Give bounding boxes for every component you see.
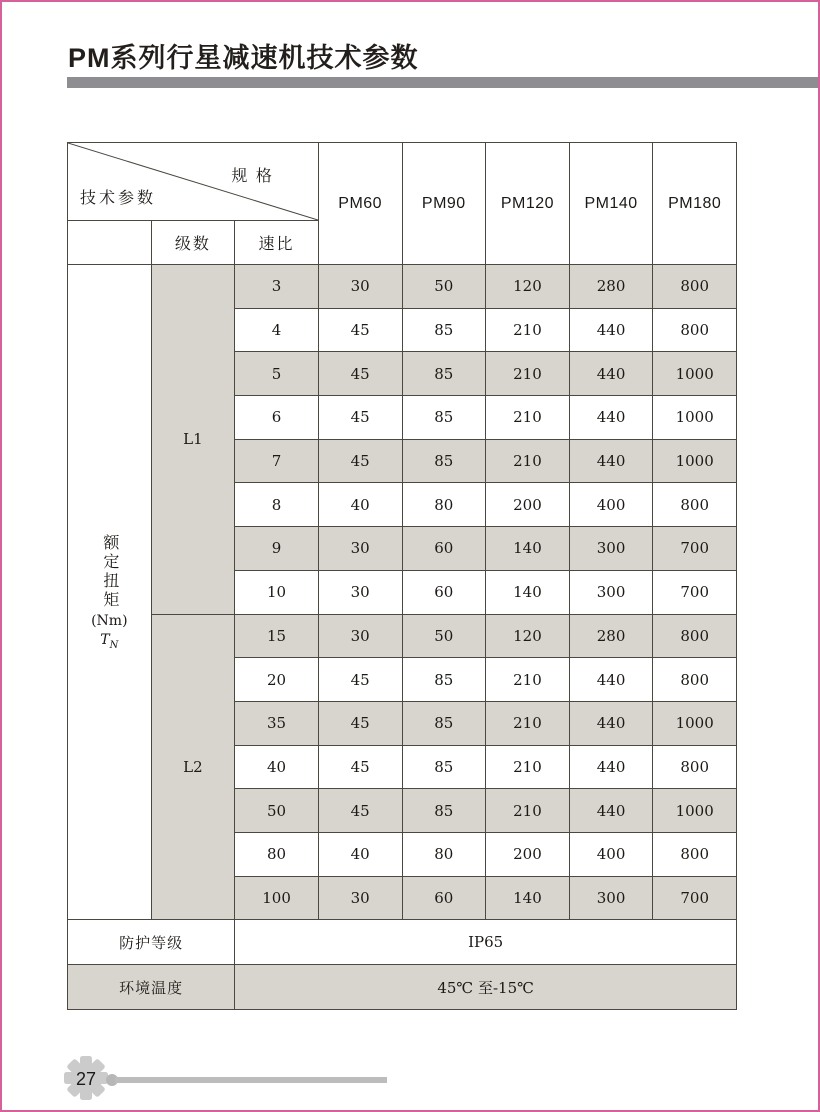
value-cell-pm180: 800 — [653, 614, 737, 658]
value-cell-pm120: 210 — [486, 396, 570, 440]
value-cell-pm90: 85 — [402, 352, 486, 396]
ratio-cell: 35 — [235, 701, 319, 745]
value-cell-pm140: 440 — [569, 658, 653, 702]
value-cell-pm120: 210 — [486, 789, 570, 833]
title-rule-bar — [67, 77, 818, 88]
ratio-cell: 3 — [235, 265, 319, 309]
value-cell-pm120: 120 — [486, 265, 570, 309]
value-cell-pm140: 440 — [569, 396, 653, 440]
value-cell-pm140: 400 — [569, 483, 653, 527]
value-cell-pm120: 210 — [486, 439, 570, 483]
value-cell-pm90: 60 — [402, 876, 486, 920]
value-cell-pm60: 45 — [318, 701, 402, 745]
stage-cell-l2: L2 — [151, 614, 235, 920]
ratio-cell: 5 — [235, 352, 319, 396]
value-cell-pm60: 45 — [318, 352, 402, 396]
value-cell-pm90: 85 — [402, 308, 486, 352]
footer-row-label: 环境温度 — [68, 965, 235, 1010]
value-cell-pm120: 210 — [486, 658, 570, 702]
table-row — [68, 265, 737, 309]
value-cell-pm140: 440 — [569, 745, 653, 789]
value-cell-pm120: 120 — [486, 614, 570, 658]
value-cell-pm60: 45 — [318, 396, 402, 440]
value-cell-pm180: 800 — [653, 308, 737, 352]
value-cell-pm60: 40 — [318, 483, 402, 527]
value-cell-pm90: 50 — [402, 265, 486, 309]
diagonal-corner-cell — [68, 143, 319, 221]
value-cell-pm140: 300 — [569, 876, 653, 920]
ratio-cell: 20 — [235, 658, 319, 702]
table-header-row — [68, 143, 737, 221]
value-cell-pm90: 85 — [402, 701, 486, 745]
value-cell-pm60: 45 — [318, 308, 402, 352]
value-cell-pm140: 300 — [569, 570, 653, 614]
footer-row-value: 45℃ 至-15℃ — [235, 965, 737, 1010]
ratio-cell: 100 — [235, 876, 319, 920]
value-cell-pm60: 45 — [318, 658, 402, 702]
subheader-ratio: 速比 — [235, 221, 319, 265]
value-cell-pm60: 30 — [318, 614, 402, 658]
value-cell-pm60: 45 — [318, 789, 402, 833]
value-cell-pm180: 700 — [653, 527, 737, 571]
col-header-pm60: PM60 — [318, 143, 402, 265]
value-cell-pm90: 85 — [402, 439, 486, 483]
ratio-cell: 4 — [235, 308, 319, 352]
spec-table — [67, 142, 737, 1010]
value-cell-pm90: 85 — [402, 396, 486, 440]
value-cell-pm120: 210 — [486, 352, 570, 396]
value-cell-pm90: 60 — [402, 570, 486, 614]
ratio-cell: 8 — [235, 483, 319, 527]
value-cell-pm140: 440 — [569, 352, 653, 396]
value-cell-pm180: 1000 — [653, 352, 737, 396]
value-cell-pm90: 85 — [402, 658, 486, 702]
value-cell-pm120: 210 — [486, 308, 570, 352]
page-number: 27 — [75, 1069, 97, 1089]
col-header-pm120: PM120 — [486, 143, 570, 265]
value-cell-pm180: 700 — [653, 876, 737, 920]
diagonal-line — [68, 143, 318, 220]
value-cell-pm140: 440 — [569, 701, 653, 745]
torque-label — [68, 534, 151, 651]
value-cell-pm140: 400 — [569, 832, 653, 876]
ratio-cell: 15 — [235, 614, 319, 658]
ratio-cell: 40 — [235, 745, 319, 789]
ratio-cell: 7 — [235, 439, 319, 483]
value-cell-pm120: 200 — [486, 832, 570, 876]
value-cell-pm140: 280 — [569, 265, 653, 309]
footer-row-value: IP65 — [235, 920, 737, 965]
table-row — [68, 920, 737, 965]
page-title: PM系列行星减速机技术参数 — [68, 43, 419, 73]
value-cell-pm120: 140 — [486, 527, 570, 571]
value-cell-pm90: 80 — [402, 832, 486, 876]
value-cell-pm90: 50 — [402, 614, 486, 658]
value-cell-pm90: 85 — [402, 789, 486, 833]
value-cell-pm180: 800 — [653, 745, 737, 789]
subheader-stage: 级数 — [151, 221, 235, 265]
ratio-cell: 6 — [235, 396, 319, 440]
value-cell-pm180: 800 — [653, 483, 737, 527]
value-cell-pm90: 85 — [402, 745, 486, 789]
value-cell-pm60: 30 — [318, 265, 402, 309]
col-header-pm180: PM180 — [653, 143, 737, 265]
value-cell-pm180: 800 — [653, 658, 737, 702]
value-cell-pm60: 30 — [318, 570, 402, 614]
row-group-label-rated-torque — [68, 265, 152, 920]
corner-label-spec: 规 格 — [231, 168, 274, 185]
col-header-pm90: PM90 — [402, 143, 486, 265]
table-row — [68, 965, 737, 1010]
footer-row-label: 防护等级 — [68, 920, 235, 965]
value-cell-pm140: 440 — [569, 789, 653, 833]
value-cell-pm60: 45 — [318, 745, 402, 789]
value-cell-pm120: 210 — [486, 701, 570, 745]
ratio-cell: 9 — [235, 527, 319, 571]
stage-cell-l1: L1 — [151, 265, 235, 615]
col-header-pm140: PM140 — [569, 143, 653, 265]
value-cell-pm180: 1000 — [653, 439, 737, 483]
value-cell-pm180: 1000 — [653, 396, 737, 440]
value-cell-pm140: 440 — [569, 439, 653, 483]
value-cell-pm180: 1000 — [653, 789, 737, 833]
value-cell-pm60: 40 — [318, 832, 402, 876]
ratio-cell: 10 — [235, 570, 319, 614]
value-cell-pm180: 800 — [653, 832, 737, 876]
value-cell-pm140: 440 — [569, 308, 653, 352]
value-cell-pm140: 280 — [569, 614, 653, 658]
gear-icon — [63, 1055, 109, 1101]
value-cell-pm120: 200 — [486, 483, 570, 527]
torque-symbol: $T_N$ — [100, 631, 119, 651]
torque-unit: (Nm) — [91, 612, 128, 629]
corner-label-params: 技术参数 — [80, 190, 157, 207]
empty-cell — [68, 221, 152, 265]
value-cell-pm120: 140 — [486, 570, 570, 614]
ratio-cell: 80 — [235, 832, 319, 876]
torque-label-vertical: 额定扭矩 — [100, 533, 118, 610]
value-cell-pm60: 30 — [318, 876, 402, 920]
value-cell-pm120: 140 — [486, 876, 570, 920]
value-cell-pm180: 700 — [653, 570, 737, 614]
table-row — [68, 614, 737, 658]
value-cell-pm140: 300 — [569, 527, 653, 571]
value-cell-pm60: 30 — [318, 527, 402, 571]
value-cell-pm90: 60 — [402, 527, 486, 571]
value-cell-pm60: 45 — [318, 439, 402, 483]
value-cell-pm180: 1000 — [653, 701, 737, 745]
value-cell-pm90: 80 — [402, 483, 486, 527]
ratio-cell: 50 — [235, 789, 319, 833]
footer-rule-line — [115, 1077, 387, 1083]
value-cell-pm180: 800 — [653, 265, 737, 309]
value-cell-pm120: 210 — [486, 745, 570, 789]
page-footer — [2, 1050, 818, 1110]
